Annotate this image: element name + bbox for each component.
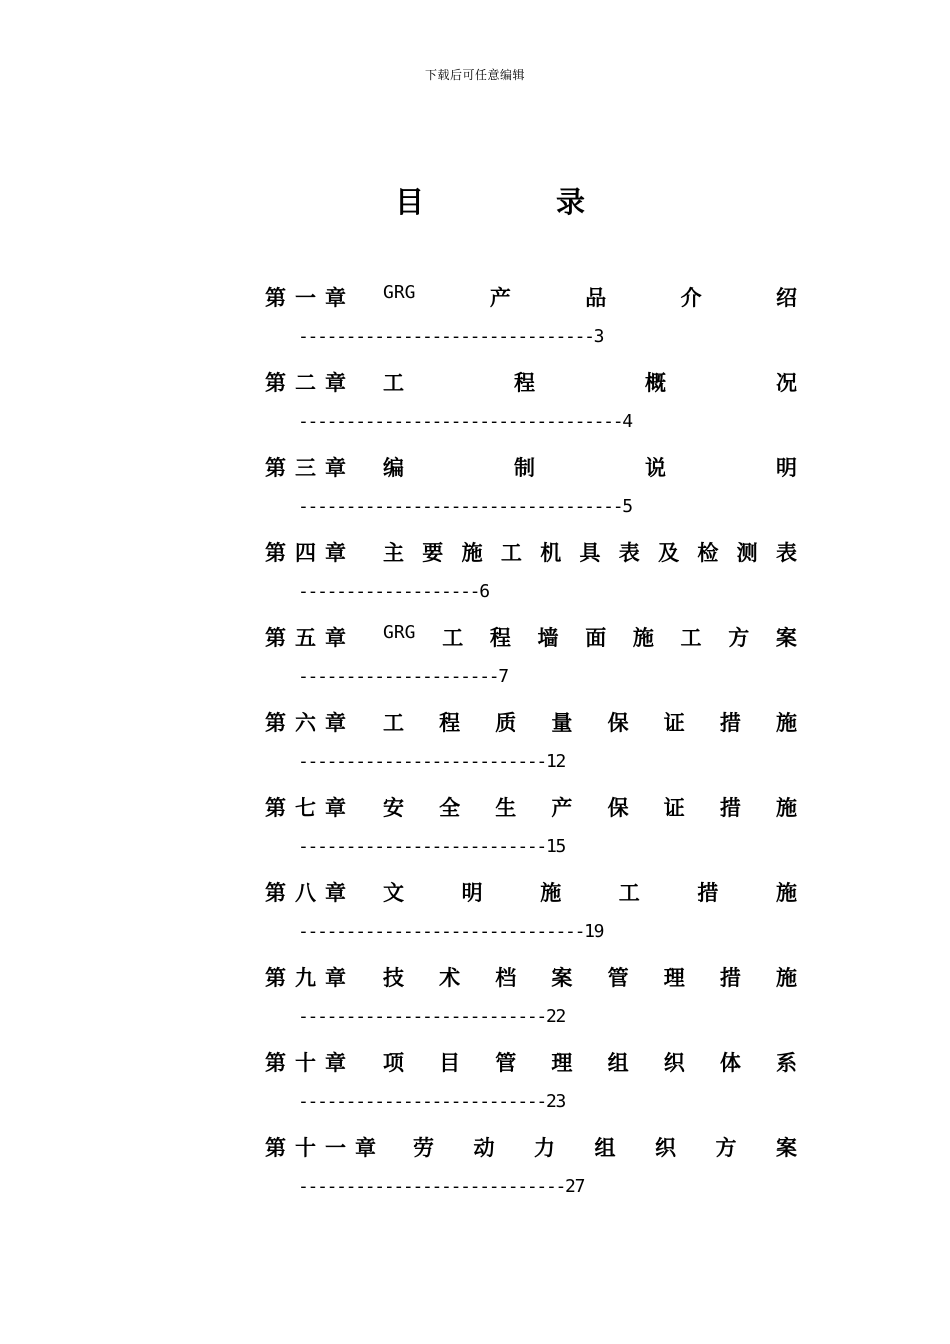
toc-entry[interactable] [265, 367, 797, 452]
toc-chapter-title-char: 概 [645, 371, 666, 395]
toc-chapter-title-char: 测 [736, 541, 758, 565]
toc-entry-heading [265, 367, 797, 397]
toc-entry-heading [265, 282, 797, 312]
toc-leader-line [298, 411, 632, 437]
toc-chapter-title-char: 文 [383, 881, 404, 905]
toc-chapter-title-char: 施 [775, 711, 797, 735]
toc-leader-line [298, 751, 565, 777]
toc-chapter-number: 第九章 [265, 966, 355, 990]
toc-chapter-title [383, 282, 797, 312]
toc-chapter-title [413, 1132, 797, 1162]
toc-chapter-number: 第十一章 [265, 1136, 385, 1160]
toc-page-number: 19 [584, 921, 604, 942]
toc-chapter-title [383, 707, 797, 737]
toc-chapter-title-char: 措 [719, 711, 741, 735]
toc-chapter-title-char: 措 [719, 966, 741, 990]
toc-chapter-title-char: 劳 [413, 1136, 434, 1160]
toc-chapter-title-char: 组 [607, 1051, 629, 1075]
toc-chapter-title-char: 安 [383, 796, 404, 820]
toc-chapter-title [383, 962, 797, 992]
toc-chapter-title-char: 证 [663, 711, 685, 735]
toc-entry[interactable] [265, 537, 797, 622]
toc-chapter-title-char: GRG [383, 622, 416, 643]
toc-chapter-title-char: 技 [383, 966, 404, 990]
toc-chapter-title-char: 织 [655, 1136, 676, 1160]
toc-chapter-title [383, 367, 797, 397]
toc-page-number: 12 [545, 751, 566, 772]
toc-chapter-title-char: 管 [495, 1051, 517, 1075]
toc-chapter-title-char: 明 [776, 456, 797, 480]
toc-entry-heading [265, 1132, 797, 1162]
toc-chapter-title-char: 施 [775, 796, 797, 820]
toc-entry[interactable] [265, 622, 797, 707]
toc-chapter-number: 第十章 [265, 1051, 355, 1075]
toc-leader-line [298, 496, 632, 522]
toc-leader-dashes: ------------------- [298, 581, 480, 602]
toc-page-number: 5 [622, 496, 632, 517]
toc-entry[interactable] [265, 877, 797, 962]
toc-leader-line [298, 1091, 565, 1117]
toc-chapter-title-char: 及 [658, 541, 680, 565]
table-of-contents [265, 282, 797, 1217]
toc-chapter-title-char: 质 [495, 711, 517, 735]
toc-chapter-title-char: 全 [439, 796, 461, 820]
toc-entry-heading [265, 1047, 797, 1077]
toc-chapter-title-char: 表 [775, 541, 797, 565]
toc-chapter-title-char: 编 [383, 456, 404, 480]
toc-chapter-title-char: 具 [579, 541, 601, 565]
toc-leader-line [298, 921, 603, 947]
toc-chapter-number: 第四章 [265, 541, 355, 565]
toc-leader-dashes: -------------------------- [298, 1091, 546, 1112]
toc-chapter-title [383, 622, 797, 652]
toc-chapter-title-char: 组 [594, 1136, 616, 1160]
toc-chapter-title-char: 动 [473, 1136, 495, 1160]
toc-chapter-title-char: 工 [383, 371, 404, 395]
toc-leader-dashes: --------------------- [298, 666, 499, 687]
toc-chapter-number: 第六章 [265, 711, 355, 735]
toc-chapter-title-char: 管 [607, 966, 629, 990]
toc-page-number: 22 [545, 1006, 566, 1027]
toc-chapter-title-char: 项 [383, 1051, 404, 1075]
toc-entry[interactable] [265, 452, 797, 537]
toc-entry-heading [265, 452, 797, 482]
toc-chapter-title-char: 织 [663, 1051, 685, 1075]
toc-chapter-title-char: 介 [680, 286, 702, 310]
toc-chapter-title-char: 产 [551, 796, 573, 820]
toc-leader-dashes: -------------------------- [298, 836, 546, 857]
toc-chapter-title-char: 措 [719, 796, 741, 820]
toc-chapter-title-char: 案 [551, 966, 573, 990]
toc-chapter-title-char: 工 [442, 626, 464, 650]
toc-chapter-title-char: 程 [514, 371, 535, 395]
toc-page-number: 6 [479, 581, 489, 602]
toc-chapter-title-char: 施 [632, 626, 654, 650]
toc-chapter-title-char: 机 [540, 541, 562, 565]
toc-chapter-title-char: 绍 [775, 286, 797, 310]
toc-entry-heading [265, 792, 797, 822]
toc-chapter-title [383, 792, 797, 822]
toc-chapter-title-char: 生 [495, 796, 517, 820]
toc-chapter-title-char: 况 [776, 371, 797, 395]
toc-chapter-title-char: 系 [775, 1051, 797, 1075]
toc-chapter-title-char: 术 [439, 966, 461, 990]
toc-chapter-title-char: 主 [383, 541, 404, 565]
toc-entry[interactable] [265, 1132, 797, 1217]
toc-chapter-title-char: 方 [715, 1136, 737, 1160]
toc-page-number: 15 [545, 836, 566, 857]
toc-chapter-title-char: 表 [618, 541, 640, 565]
toc-chapter-title-char: 要 [422, 541, 444, 565]
toc-entry[interactable] [265, 707, 797, 792]
toc-entry[interactable] [265, 962, 797, 1047]
toc-entry-heading [265, 877, 797, 907]
toc-entry-heading [265, 537, 797, 567]
toc-entry[interactable] [265, 282, 797, 367]
toc-title [395, 180, 585, 221]
toc-chapter-title [383, 537, 797, 567]
toc-chapter-number: 第三章 [265, 456, 355, 480]
toc-chapter-title-char: 证 [663, 796, 685, 820]
toc-leader-line [298, 1176, 584, 1202]
toc-leader-dashes: ---------------------------------- [298, 496, 623, 517]
toc-chapter-title-char: 工 [680, 626, 702, 650]
toc-entry-heading [265, 622, 797, 652]
toc-chapter-title-char: 施 [775, 881, 797, 905]
toc-chapter-title-char: 施 [775, 966, 797, 990]
toc-chapter-title-char: 量 [551, 711, 573, 735]
toc-chapter-title [383, 1047, 797, 1077]
toc-chapter-title-char: 保 [607, 796, 629, 820]
toc-chapter-number: 第二章 [265, 371, 355, 395]
page-header: 下载后可任意编辑 [424, 68, 525, 82]
toc-chapter-title-char: 理 [551, 1051, 573, 1075]
toc-chapter-title [383, 452, 797, 482]
toc-chapter-title-char: 产 [489, 286, 511, 310]
toc-leader-line [298, 836, 565, 862]
toc-chapter-title-char: 案 [776, 1136, 797, 1160]
toc-leader-dashes: ---------------------------- [298, 1176, 566, 1197]
toc-chapter-title-char: 明 [461, 881, 483, 905]
toc-leader-dashes: ------------------------------ [298, 921, 585, 942]
toc-page-number: 7 [498, 666, 508, 687]
toc-chapter-title-char: 说 [645, 456, 666, 480]
toc-chapter-number: 第一章 [265, 286, 355, 310]
toc-entry[interactable] [265, 1047, 797, 1132]
toc-chapter-title-char: GRG [383, 282, 416, 303]
toc-title-char-1: 目 [395, 185, 425, 219]
toc-leader-line [298, 581, 489, 607]
toc-entry[interactable] [265, 792, 797, 877]
toc-chapter-title-char: 工 [383, 711, 404, 735]
toc-chapter-title-char: 档 [495, 966, 517, 990]
toc-chapter-number: 第七章 [265, 796, 355, 820]
toc-entry-heading [265, 707, 797, 737]
toc-chapter-title-char: 程 [439, 711, 461, 735]
toc-chapter-title-char: 理 [663, 966, 685, 990]
toc-chapter-title-char: 施 [540, 881, 562, 905]
toc-chapter-title-char: 案 [775, 626, 797, 650]
toc-leader-dashes: -------------------------- [298, 751, 546, 772]
toc-leader-dashes: -------------------------- [298, 1006, 546, 1027]
toc-chapter-title-char: 目 [439, 1051, 461, 1075]
toc-chapter-title-char: 工 [500, 541, 522, 565]
toc-chapter-number: 第五章 [265, 626, 355, 650]
toc-entry-heading [265, 962, 797, 992]
toc-leader-line [298, 1006, 565, 1032]
toc-chapter-title-char: 力 [534, 1136, 555, 1160]
toc-chapter-title-char: 程 [489, 626, 511, 650]
toc-page-number: 4 [622, 411, 632, 432]
toc-chapter-title-char: 方 [728, 626, 750, 650]
toc-page-number: 27 [565, 1176, 585, 1197]
toc-chapter-title-char: 检 [697, 541, 719, 565]
toc-chapter-title-char: 措 [697, 881, 719, 905]
toc-leader-dashes: ------------------------------- [298, 326, 594, 347]
toc-page-number: 23 [545, 1091, 566, 1112]
toc-chapter-title [383, 877, 797, 907]
toc-chapter-number: 第八章 [265, 881, 355, 905]
toc-chapter-title-char: 体 [719, 1051, 741, 1075]
toc-chapter-title-char: 保 [607, 711, 629, 735]
toc-chapter-title-char: 制 [514, 456, 535, 480]
toc-leader-line [298, 666, 508, 692]
toc-leader-dashes: ---------------------------------- [298, 411, 623, 432]
toc-page-number: 3 [593, 326, 604, 347]
toc-chapter-title-char: 面 [585, 626, 607, 650]
toc-chapter-title-char: 品 [585, 286, 607, 310]
toc-title-char-2: 录 [555, 185, 585, 219]
toc-leader-line [298, 326, 603, 352]
toc-chapter-title-char: 工 [618, 881, 640, 905]
toc-chapter-title-char: 施 [461, 541, 483, 565]
toc-chapter-title-char: 墙 [537, 626, 559, 650]
